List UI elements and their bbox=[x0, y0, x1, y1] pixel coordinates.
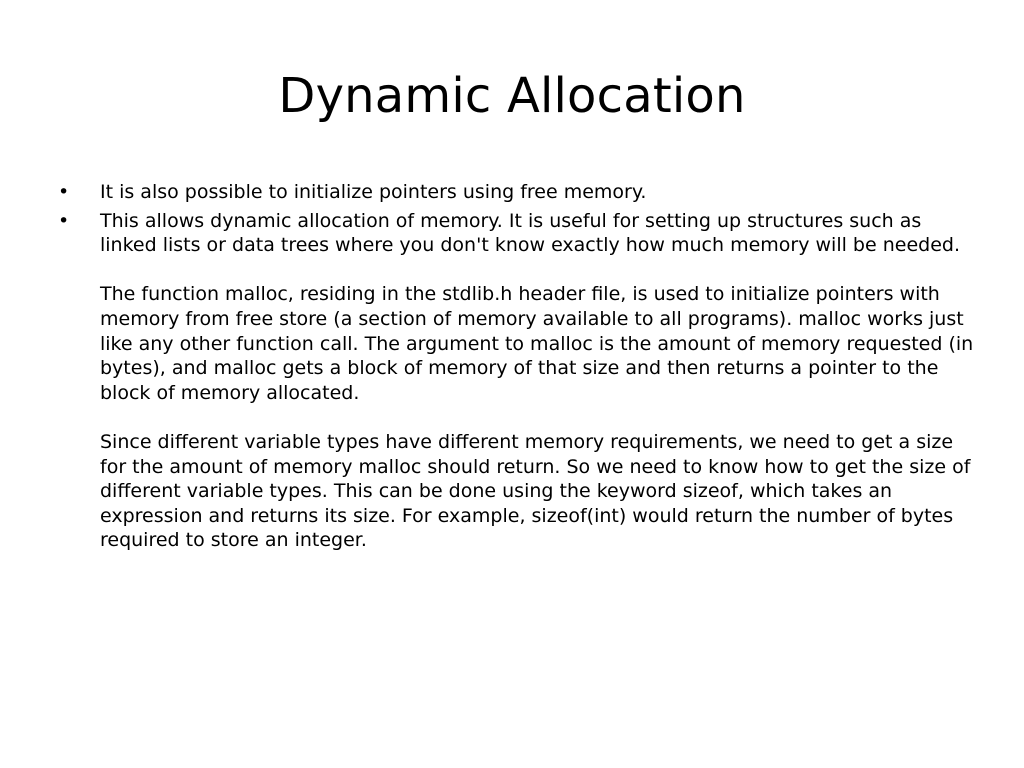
bullet-item bbox=[58, 209, 978, 553]
bullet-paragraph: This allows dynamic allocation of memory. It is useful for setting up structures such as linked lists or data trees where you don't know exactly how much memory will be needed. bbox=[100, 209, 960, 257]
bullet-paragraph: The function malloc, residing in the stdlib.h header file, is used to initialize pointers with memory from free store (a section of memory available to all programs). malloc works just like any other function call. The argument to malloc is the amount of memory requested (in bytes), and malloc gets a block of memory of that size and then returns a pointer to the block of memory allocated. bbox=[100, 283, 974, 404]
bullet-list bbox=[58, 180, 978, 557]
bullet-paragraph: It is also possible to initialize pointers using free memory. bbox=[100, 181, 647, 203]
slide-title: Dynamic Allocation bbox=[278, 68, 746, 124]
bullet-marker: • bbox=[58, 181, 70, 203]
bullet-marker: • bbox=[58, 209, 70, 232]
bullet-paragraph: Since different variable types have different memory requirements, we need to get a size for the amount of memory malloc should return. So we need to know how to get the size of different variable types. This can be done using the keyword sizeof, which takes an expression and returns its size. For example, sizeof(int) would return the number of bytes required to store an integer. bbox=[100, 430, 971, 552]
bullet-item bbox=[58, 180, 978, 205]
